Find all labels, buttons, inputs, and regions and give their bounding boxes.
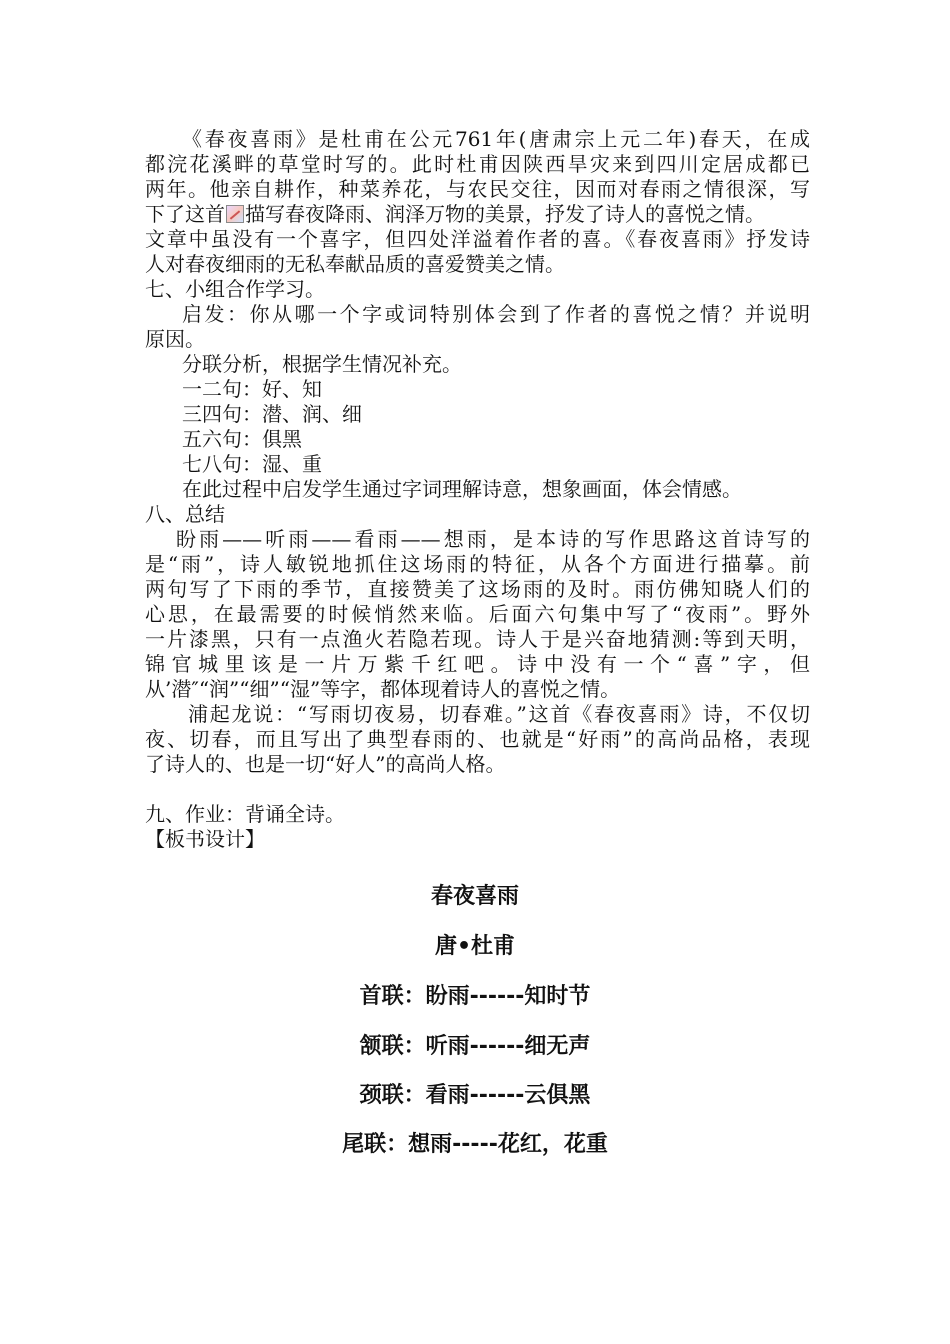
quote-line: 夜、切春，而且写出了典型春雨的、也就是“好雨”的高尚品格，表现: [145, 727, 810, 751]
board-row-jinglian: 颈联：看雨------云俱黑: [359, 1083, 591, 1108]
section-7-prompt-1: 启发：你从哪一个字或词特别体会到了作者的喜悦之情？并说明: [182, 302, 810, 326]
section-7-prompt-2: 原因。: [145, 327, 205, 351]
board-row-weilian: 尾联：想雨-----花红，花重: [342, 1132, 608, 1157]
intro-line-4-end: 描写春夜降雨、润泽万物的美景，抒发了诗人的喜悦之情。: [245, 202, 765, 226]
intro-line-3: 两年。他亲自耕作，种菜养花，与农民交往，因而对春雨之情很深，写: [145, 177, 810, 201]
summary-line: 锦官城里该是一片万紫千红吧。诗中没有一个“喜”字，但: [145, 652, 810, 676]
section-7-item: 五六句：俱黑: [182, 427, 302, 451]
summary-line: 两句写了下雨的季节，直接赞美了这场雨的及时。雨仿佛知晓人们的: [145, 577, 810, 601]
section-9-heading: 九、作业：背诵全诗。: [145, 802, 345, 826]
summary-line: 盼雨——听雨——看雨——想雨，是本诗的写作思路这首诗写的: [176, 527, 810, 551]
board-row-hanlian: 颔联：听雨------细无声: [359, 1034, 591, 1059]
section-7-item: 三四句：潜、润、细: [182, 402, 362, 426]
broken-image-icon: [226, 205, 244, 223]
board-design-label: 【板书设计】: [145, 827, 265, 851]
intro-line-1: 《春夜喜雨》是杜甫在公元761年(唐肃宗上元二年)春天，在成: [182, 127, 810, 151]
section-7-closing: 在此过程中启发学生通过字词理解诗意，想象画面，体会情感。: [182, 477, 742, 501]
board-row-shoulian: 首联：盼雨------知时节: [359, 984, 591, 1009]
section-7-heading: 七、小组合作学习。: [145, 277, 325, 301]
quote-line: 浦起龙说：“写雨切夜易，切春难。”这首《春夜喜雨》诗，不仅切: [188, 702, 810, 726]
summary-line: 是“雨”，诗人敏锐地抓住这场雨的特征，从各个方面进行描摹。前: [145, 552, 810, 576]
intro-line-4: [145, 202, 810, 227]
section-7-analysis: 分联分析，根据学生情况补充。: [182, 352, 462, 376]
intro-line-2: 都浣花溪畔的草堂时写的。此时杜甫因陕西旱灾来到四川定居成都已: [145, 152, 810, 176]
intro-line-6: 人对春夜细雨的无私奉献品质的喜爱赞美之情。: [145, 252, 565, 276]
board-title: 春夜喜雨: [430, 884, 519, 909]
section-7-item: 一二句：好、知: [182, 377, 322, 401]
intro-line-4-start: 下了这首: [145, 202, 225, 226]
summary-line: 一片漆黑，只有一点渔火若隐若现。诗人于是兴奋地猜测:等到天明，: [145, 627, 810, 651]
section-7-item: 七八句：湿、重: [182, 452, 322, 476]
intro-line-5: 文章中虽没有一个喜字，但四处洋溢着作者的喜。《春夜喜雨》抒发诗: [145, 227, 810, 251]
quote-line: 了诗人的、也是一切“好人”的高尚人格。: [145, 752, 506, 776]
summary-line: 心思，在最需要的时候悄然来临。后面六句集中写了“夜雨”。野外: [145, 602, 810, 626]
summary-line: 从’潜″“润”“细”“湿”等字，都体现着诗人的喜悦之情。: [145, 677, 621, 701]
board-author: 唐•杜甫: [434, 934, 516, 959]
section-8-heading: 八、总结: [145, 502, 225, 526]
